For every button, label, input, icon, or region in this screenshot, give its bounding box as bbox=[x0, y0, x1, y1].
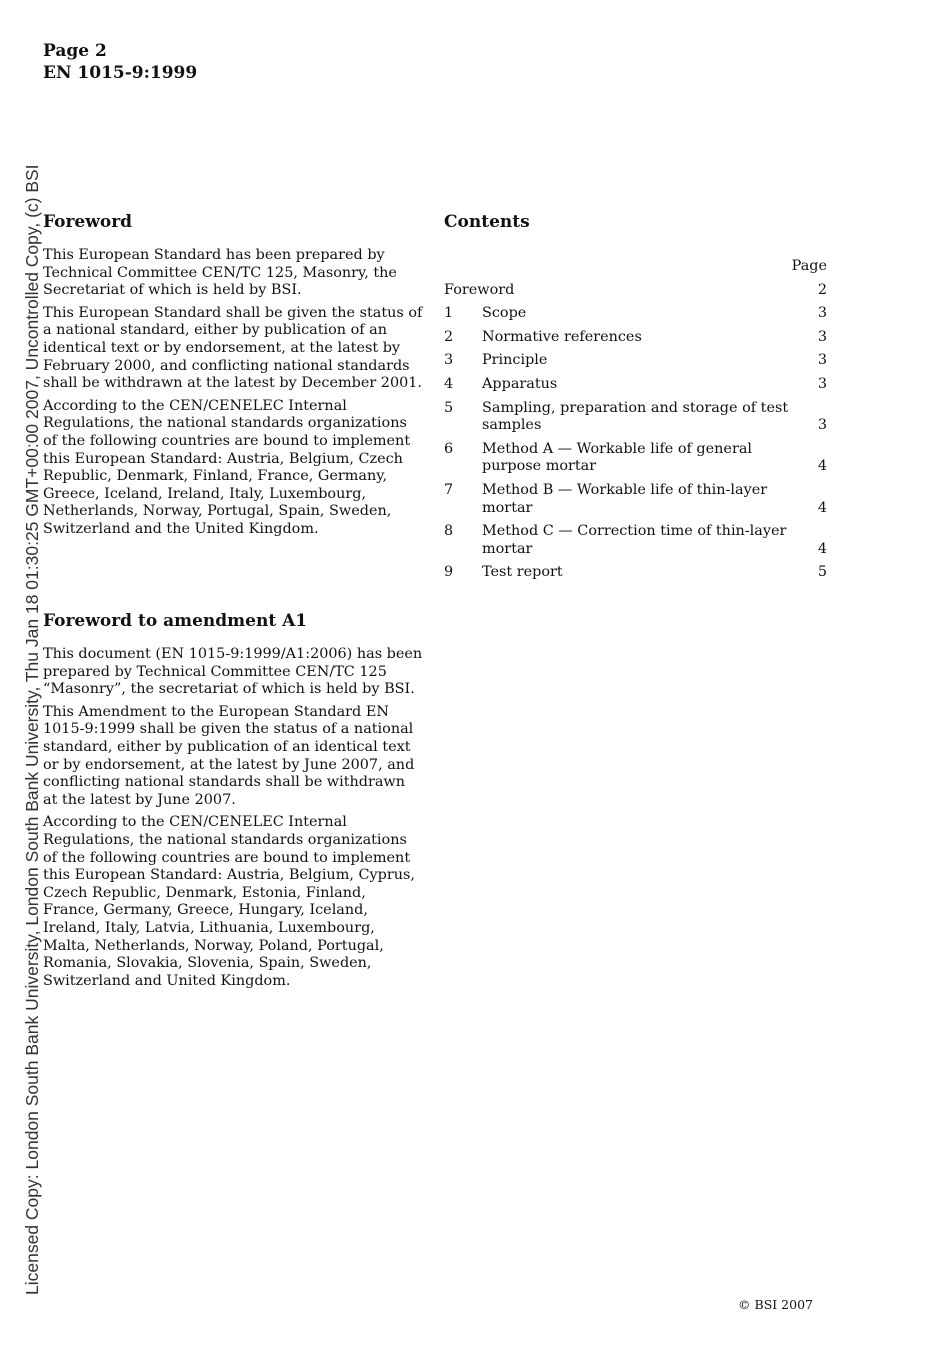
amendment-heading: Foreword to amendment A1 bbox=[43, 611, 308, 631]
contents-section bbox=[444, 210, 827, 588]
toc-entry-number: 2 bbox=[444, 328, 454, 345]
page-header bbox=[43, 40, 197, 84]
toc-entry-title: Scope bbox=[482, 305, 527, 322]
toc-entry[interactable] bbox=[444, 376, 827, 394]
toc-entry-number: 7 bbox=[444, 481, 454, 498]
license-watermark: Licensed Copy: London South Bank University, London South Bank University, Thu Jan 18 01:30:25 GMT+00:00 2007, Uncontrolled Copy, (c) BSI bbox=[22, 164, 42, 1295]
toc-entry[interactable] bbox=[444, 482, 827, 517]
toc-entry[interactable] bbox=[444, 329, 827, 347]
toc-entry-page: 3 bbox=[817, 305, 827, 322]
toc-entry[interactable] bbox=[444, 305, 827, 323]
foreword-paragraph: This European Standard has been prepared by Technical Committee CEN/TC 125, Masonry, the Secretariat of which is held by BSI. bbox=[43, 247, 397, 299]
foreword-section bbox=[43, 210, 423, 544]
toc-entry-page: 5 bbox=[817, 564, 827, 581]
toc-entry[interactable] bbox=[444, 400, 827, 435]
toc-entry[interactable] bbox=[444, 352, 827, 370]
toc-entry-page: 4 bbox=[817, 499, 827, 516]
amendment-paragraph: According to the CEN/CENELEC Internal Regulations, the national standards organizations of the following countries are bound to implement this European Standard: Austria, Belgium, Cyprus, Czech Republic, Denmark, Estonia, Finland, France, Germany, Greece, Hungary, Iceland, Ireland, Italy, Latvia, Lithuania, Luxembourg, Malta, Netherlands, Norway, Poland, Portugal, Romania, Slovakia, Slovenia, Spain, Sweden, Switzerland and United Kingdom. bbox=[43, 814, 415, 989]
toc-entry-title: Method A — Workable life of general purpose mortar bbox=[482, 440, 753, 475]
toc-entry-page: 3 bbox=[817, 417, 827, 434]
toc-entry[interactable] bbox=[444, 564, 827, 582]
toc-entry-number: 6 bbox=[444, 440, 454, 457]
copyright-footer: © BSI 2007 bbox=[738, 1297, 813, 1312]
toc-entry-page: 4 bbox=[817, 458, 827, 475]
toc-entry-title: Principle bbox=[482, 352, 548, 369]
contents-heading: Contents bbox=[444, 212, 530, 232]
toc-entry-page: 4 bbox=[817, 540, 827, 557]
amendment-foreword-section bbox=[43, 609, 423, 995]
toc-entry-number: 5 bbox=[444, 399, 454, 416]
toc-entry-title: Test report bbox=[482, 564, 563, 581]
toc-entry-page: 2 bbox=[817, 281, 827, 298]
toc-entry-title: Method C — Correction time of thin-layer mortar bbox=[482, 523, 787, 557]
foreword-heading: Foreword bbox=[43, 212, 133, 232]
toc-entry-number: 9 bbox=[444, 564, 454, 581]
toc-entry-number: 3 bbox=[444, 352, 454, 369]
document-id: EN 1015-9:1999 bbox=[43, 63, 198, 83]
toc-entry-number: 4 bbox=[444, 375, 454, 392]
toc-entry-page: 3 bbox=[817, 352, 827, 369]
toc-entry[interactable] bbox=[444, 523, 827, 558]
toc-entry-page: 3 bbox=[817, 328, 827, 345]
page-number: Page 2 bbox=[43, 41, 107, 61]
toc-page-column-heading: Page bbox=[791, 258, 827, 274]
toc-entry-foreword[interactable] bbox=[444, 282, 827, 300]
toc-entry-number: 8 bbox=[444, 523, 454, 540]
toc-entry-title: Sampling, preparation and storage of test samples bbox=[482, 399, 789, 434]
table-of-contents bbox=[444, 258, 827, 582]
amendment-paragraph: This document (EN 1015-9:1999/A1:2006) has been prepared by Technical Committee CEN/TC 125 “Masonry”, the secretariat of which is held by BSI. bbox=[43, 646, 423, 698]
toc-entry-title: Foreword bbox=[444, 281, 515, 298]
toc-entry-title: Apparatus bbox=[482, 375, 558, 392]
foreword-paragraph: According to the CEN/CENELEC Internal Regulations, the national standards organizations of the following countries are bound to implement this European Standard: Austria, Belgium, Czech Republic, Denmark, Finland, France, Germany, Greece, Iceland, Ireland, Italy, Luxembourg, Netherlands, Norway, Portugal, Spain, Sweden, Switzerland and the United Kingdom. bbox=[43, 397, 411, 537]
toc-entry-number: 1 bbox=[444, 305, 454, 322]
toc-entry-page: 3 bbox=[817, 375, 827, 392]
amendment-paragraph: This Amendment to the European Standard EN 1015-9:1999 shall be given the status of a national standard, either by publication of an identical text or by endorsement, at the latest by June 2007, and conflicting national standards shall be withdrawn at the latest by June 2007. bbox=[43, 703, 415, 808]
toc-entry-title: Normative references bbox=[482, 328, 642, 345]
toc-entry-title: Method B — Workable life of thin-layer mortar bbox=[482, 481, 768, 516]
toc-entry[interactable] bbox=[444, 441, 827, 476]
foreword-paragraph: This European Standard shall be given the status of a national standard, either by publication of an identical text or by endorsement, at the latest by February 2000, and conflicting national standards shall be withdrawn at the latest by December 2001. bbox=[43, 304, 423, 392]
